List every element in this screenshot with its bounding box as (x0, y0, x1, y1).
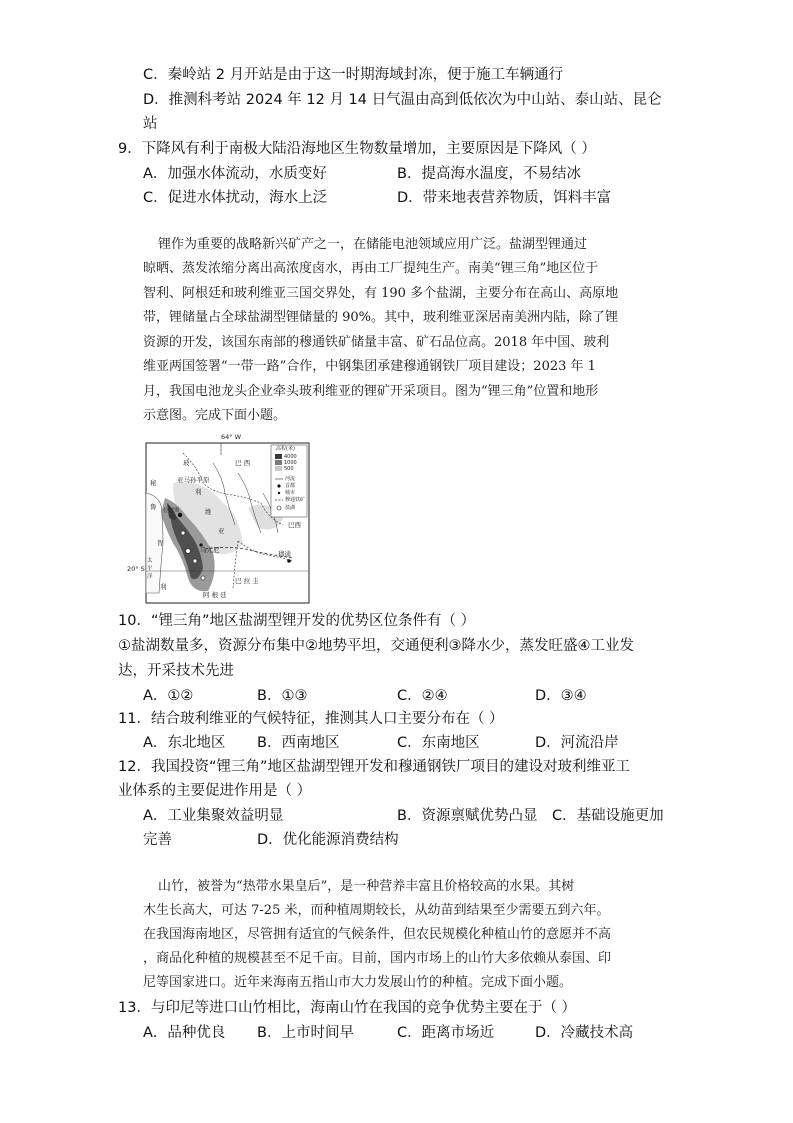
q13-option-d: D．冷藏技术高 (535, 1025, 634, 1041)
map-latitude-label: 20° S (127, 565, 145, 573)
q10-option-b: B．①③ (257, 688, 308, 704)
q13-option-c: C．距离市场近 (397, 1025, 495, 1041)
passage-line: 示意图。完成下面小题。 (143, 408, 287, 423)
map-label-argentina: 阿 根 廷 (203, 591, 227, 599)
map-legend-level: 4000 (284, 454, 297, 460)
map-label-bolivia-1: 玻 (183, 459, 190, 467)
q11-option-b: B．西南地区 (257, 735, 340, 751)
passage-line: 智利、阿根廷和玻利维亚三国交界处，有 190 多个盐湖，主要分布在高山、高原地 (143, 286, 619, 301)
q10-option-c: C．②④ (397, 688, 448, 704)
map-label-pacific: 太平洋 (147, 558, 153, 580)
passage-line: ，商品化种植的规模甚至不足千亩。目前，国内市场上的山竹大多依赖从泰国、印 (143, 951, 612, 966)
q10-option-d: D．③④ (535, 688, 587, 704)
q8-option-c: C．秦岭站 2 月开站是由于这一时期海域封冻，便于施工车辆通行 (143, 67, 564, 83)
map-legend-item: 城市 (285, 490, 296, 496)
q10-items: ①盐湖数量多，资源分布集中②地势平坦，交通便利③降水少，蒸发旺盛④工业发 (118, 638, 634, 654)
map-label-bolivia-4: 亚 (218, 527, 225, 535)
map-label-uyuni: 乌尤尼 (200, 546, 220, 554)
q11-stem: 11．结合玻利维亚的气候特征，推测其人口主要分布在（ ） (118, 711, 504, 727)
q12-option-a: A．工业集聚效益明显 (143, 808, 284, 824)
q13-stem: 13．与印尼等进口山竹相比，海南山竹在我国的竞争优势主要在于（ ） (118, 1000, 577, 1016)
q9-option-d: D．带来地表营养物质，饵料丰富 (397, 190, 612, 206)
map-legend-item: 河流 (285, 476, 296, 482)
q9-stem: 9．下降风有利于南极大陆沿海地区生物数量增加，主要原因是下降风（ ） (118, 141, 596, 157)
map-label-brazil-east: 巴西 (288, 521, 301, 529)
map-label-mutun: 穆通 (278, 550, 291, 558)
map-label-peru-2: 鲁 (150, 503, 157, 511)
map-legend-title: 高程(米) (276, 446, 295, 452)
passage-line: 月，我国电池龙头企业牵头玻利维亚的锂矿开采项目。图为“锂三角”位置和地形 (143, 384, 599, 399)
map-legend-item: 穆通铁矿 (285, 497, 306, 503)
map-label-peru-1: 秘 (150, 479, 157, 487)
passage-line: 木生长高大，可达 7-25 米，而种植周期较长，从幼苗到结果至少需要五到六年。 (143, 903, 610, 918)
passage-line: 晾晒、蒸发浓缩分离出高浓度卤水，再由工厂提纯生产。南美“锂三角”地区位于 (143, 261, 599, 276)
q11-option-a: A．东北地区 (143, 735, 226, 751)
map-legend-item: 盐湖 (285, 505, 296, 511)
q12-option-d: D．优化能源消费结构 (257, 832, 399, 848)
q8-option-d-cont: 站 (143, 116, 158, 132)
q10-items-cont: 达，开采技术先进 (118, 663, 234, 679)
map-label-amazon: 亚马孙平原 (177, 476, 210, 484)
q10-option-a: A．①② (143, 688, 194, 704)
q9-option-c: C．促进水体扰动，海水上泛 (143, 190, 328, 206)
q9-option-a: A．加强水体流动，水质变好 (143, 166, 327, 182)
q9-option-b: B．提高海水温度，不易结冰 (397, 166, 581, 182)
q13-option-a: A．品种优良 (143, 1025, 226, 1041)
q12-stem-cont: 业体系的主要促进作用是（ ） (118, 783, 312, 799)
passage-line: 尼等国家进口。近年来海南五指山市大力发展山竹的种植。完成下面小题。 (143, 975, 573, 990)
q11-option-c: C．东南地区 (397, 735, 480, 751)
lithium-triangle-map (127, 433, 311, 607)
map-legend-item: 首都 (285, 483, 296, 489)
map-label-paraguay: 巴 拉 圭 (235, 577, 259, 585)
passage-line: 维亚两国签署“一带一路”合作，中钢集团承建穆通钢铁厂项目建设；2023 年 1 (143, 359, 596, 374)
q8-option-d: D．推测科考站 2024 年 12 月 14 日气温由高到低依次为中山站、泰山站、昆仑 (143, 92, 662, 108)
passage-line: 山竹，被誉为“热带水果皇后”，是一种营养丰富且价格较高的水果。其树 (158, 879, 575, 894)
q12-option-b: B．资源禀赋优势凸显 (397, 808, 538, 824)
map-legend-level: 1000 (284, 460, 297, 466)
map-label-brazil: 巴 西 (235, 459, 251, 467)
passage-line: 带，锂储量占全球盐湖型锂储量的 90%。其中，玻利维亚深居南美洲内陆，除了锂 (143, 310, 619, 325)
passage-line: 资源的开发，该国东南部的穆通铁矿储量丰富、矿石品位高。2018 年中国、玻利 (143, 335, 610, 350)
map-label-bolivia-3: 维 (205, 508, 212, 516)
map-label-chile-1: 智 (157, 539, 164, 547)
q12-option-c: C．基础设施更加 (552, 808, 664, 824)
map-longitude-label: 64° W (221, 433, 242, 441)
map-label-bolivia-2: 利 (195, 488, 202, 496)
map-label-lapaz: 拉巴斯 (163, 508, 180, 514)
passage-line: 锂作为重要的战略新兴矿产之一，在储能电池领域应用广泛。盐湖型锂通过 (158, 237, 588, 252)
passage-line: 在我国海南地区，尽管拥有适宜的气候条件，但农民规模化种植山竹的意愿并不高 (143, 927, 612, 942)
q12-stem: 12．我国投资“锂三角”地区盐湖型锂开发和穆通钢铁厂项目的建设对玻利维亚工 (118, 759, 630, 775)
q13-option-b: B．上市时间早 (257, 1025, 354, 1041)
q11-option-d: D．河流沿岸 (535, 735, 619, 751)
map-label-chile-2: 利 (160, 583, 167, 591)
q10-stem: 10．“锂三角”地区盐湖型锂开发的优势区位条件有（ ） (118, 613, 476, 629)
map-legend-level: 500 (284, 466, 294, 472)
q12-option-c-cont: 完善 (143, 832, 172, 848)
